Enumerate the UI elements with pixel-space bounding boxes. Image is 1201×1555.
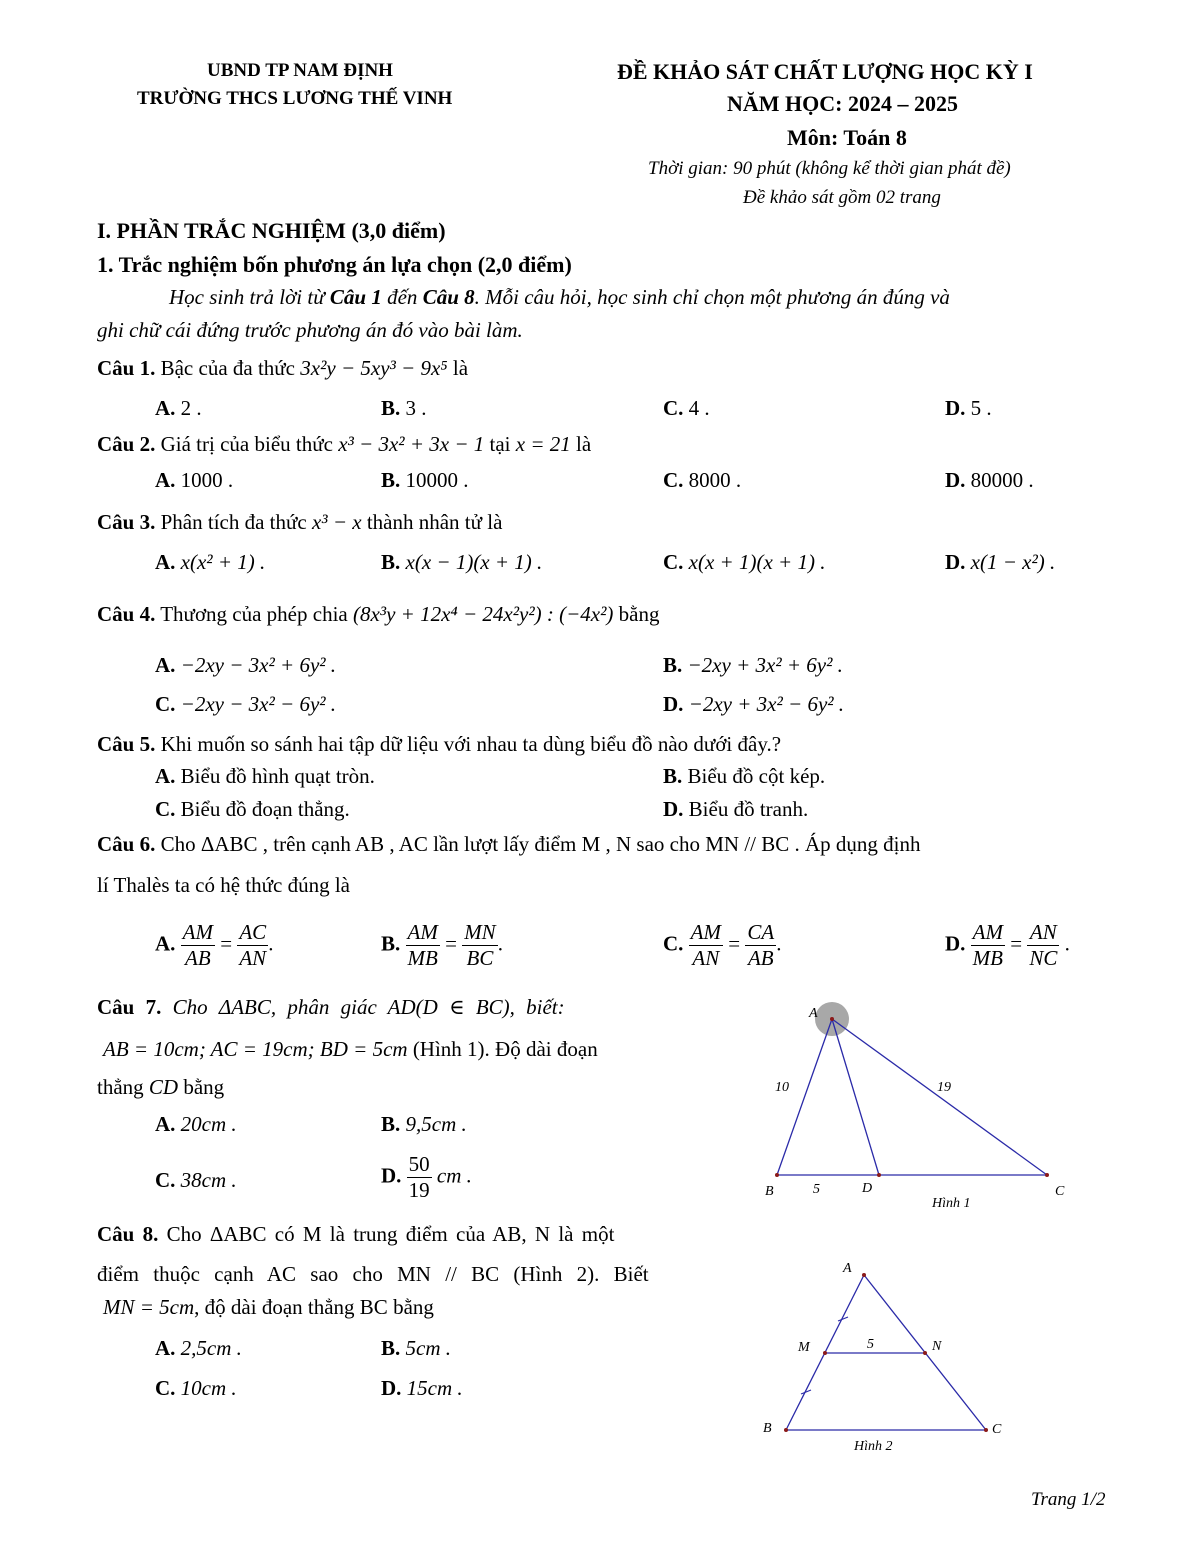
figure-1 (755, 995, 1085, 1215)
question-5: Câu 5. Khi muốn so sánh hai tập dữ liệu với nhau ta dùng biểu đồ nào dưới đây.? (97, 732, 782, 756)
point-c2-dot (984, 1428, 988, 1432)
question-7: Câu 7. Cho ΔABC, phân giác AD(D ∈ BC), biết: (97, 995, 565, 1019)
point-d-dot (877, 1173, 881, 1177)
q5-option-a: A. Biểu đồ hình quạt tròn. (155, 764, 375, 788)
question-7-line2: AB = 10cm; AC = 19cm; BD = 5cm (Hình 1). Độ dài đoạn (103, 1037, 598, 1061)
q5-option-d: D. Biểu đồ tranh. (663, 797, 809, 821)
q1-option-d: D. 5 . (945, 396, 992, 420)
segment-ac (832, 1019, 1047, 1175)
q4-option-b: B. −2xy + 3x² + 6y² . (663, 653, 843, 677)
q7-option-b: B. 9,5cm . (381, 1112, 467, 1136)
question-6: Câu 6. Cho ΔABC , trên cạnh AB , AC lần lượt lấy điểm M , N sao cho MN // BC . Áp dụng định (97, 832, 921, 856)
q7-option-d: D. $\frac{50}{19}$ cm . (381, 1152, 472, 1202)
exam-subject: Môn: Toán 8 (787, 125, 907, 150)
section-subheading: 1. Trắc nghiệm bốn phương án lựa chọn (2,0 điểm) (97, 252, 572, 277)
section-intro-line2: ghi chữ cái đứng trước phương án đó vào bài làm. (97, 318, 523, 342)
point-a-dot (830, 1017, 834, 1021)
question-8: Câu 8. Cho ΔABC có M là trung điểm của AB, N là một (97, 1222, 615, 1246)
label-c2: C (992, 1422, 1002, 1437)
q2-option-a: A. 1000 . (155, 468, 234, 492)
point-b-dot (775, 1173, 779, 1177)
segment-ab (777, 1019, 832, 1175)
question-2: Câu 2. Giá trị của biểu thức x³ − 3x² + 3x − 1 tại x = 21 là (97, 432, 592, 456)
label-c: C (1055, 1184, 1065, 1199)
point-c-dot (1045, 1173, 1049, 1177)
time-note: Thời gian: 90 phút (không kể thời gian phát đề) (648, 158, 1011, 179)
org-line1: UBND TP NAM ĐỊNH (207, 60, 393, 81)
q4-option-a: A. −2xy − 3x² + 6y² . (155, 653, 337, 677)
q1-option-c: C. 4 . (663, 396, 710, 420)
label-a: A (809, 1006, 818, 1021)
q2-option-b: B. 10000 . (381, 468, 469, 492)
label-b2: B (763, 1421, 772, 1436)
q1-option-a: A. 2 . (155, 396, 202, 420)
figure-2 (755, 1258, 1025, 1458)
figure-2-caption: Hình 2 (854, 1439, 893, 1454)
question-8-line3: MN = 5cm, độ dài đoạn thẳng BC bằng (103, 1295, 434, 1319)
label-n: N (932, 1339, 942, 1354)
q6-option-b: B. $\frac{AM}{MB}$ = $\frac{MN}{BC}$ . (381, 920, 503, 970)
figure-1-caption: Hình 1 (932, 1196, 971, 1211)
exam-year: NĂM HỌC: 2024 – 2025 (727, 91, 958, 116)
question-6-line2: lí Thalès ta có hệ thức đúng là (97, 873, 351, 897)
label-ac-length: 19 (937, 1080, 951, 1095)
exam-title: ĐỀ KHẢO SÁT CHẤT LƯỢNG HỌC KỲ I (617, 59, 1033, 84)
q6-option-a: A. $\frac{AM}{AB}$ = $\frac{AC}{AN}$ . (155, 920, 274, 970)
point-n-dot (923, 1351, 927, 1355)
q4-option-d: D. −2xy + 3x² − 6y² . (663, 692, 845, 716)
q3-option-b: B. x(x − 1)(x + 1) . (381, 550, 543, 574)
question-7-line3: thẳng CD bằng (97, 1075, 225, 1099)
section-heading: I. PHẦN TRẮC NGHIỆM (3,0 điểm) (97, 218, 446, 243)
label-m: M (798, 1340, 810, 1355)
section-intro: Học sinh trả lời từ Câu 1 đến Câu 8. Mỗi câu hỏi, học sinh chỉ chọn một phương án đúng và (169, 285, 950, 309)
question-8-line2: điểm thuộc cạnh AC sao cho MN // BC (Hình 2). Biết (97, 1262, 649, 1286)
page-number: Trang 1/2 (1031, 1489, 1106, 1510)
q6-option-d: D. $\frac{AM}{MB}$ = $\frac{AN}{NC}$ . (945, 920, 1070, 970)
org-line2: TRƯỜNG THCS LƯƠNG THẾ VINH (137, 88, 453, 109)
q7-option-a: A. 20cm . (155, 1112, 237, 1136)
point-a2-dot (862, 1273, 866, 1277)
q8-option-b: B. 5cm . (381, 1336, 452, 1360)
label-b: B (765, 1184, 774, 1199)
segment-ad (832, 1019, 879, 1175)
q5-option-b: B. Biểu đồ cột kép. (663, 764, 826, 788)
pages-note: Đề khảo sát gồm 02 trang (743, 187, 941, 208)
question-1: Câu 1. Bậc của đa thức 3x²y − 5xy³ − 9x⁵ là (97, 356, 469, 380)
q3-option-c: C. x(x + 1)(x + 1) . (663, 550, 826, 574)
label-bd-length: 5 (813, 1182, 820, 1197)
q2-option-c: C. 8000 . (663, 468, 742, 492)
point-m-dot (823, 1351, 827, 1355)
point-b2-dot (784, 1428, 788, 1432)
question-4: Câu 4. Thương của phép chia (8x³y + 12x⁴ − 24x²y²) : (−4x²) bằng (97, 602, 660, 626)
q3-option-a: A. x(x² + 1) . (155, 550, 266, 574)
q4-option-c: C. −2xy − 3x² − 6y² . (155, 692, 337, 716)
q7-option-c: C. 38cm . (155, 1168, 237, 1192)
q3-option-d: D. x(1 − x²) . (945, 550, 1056, 574)
label-ab-length: 10 (775, 1080, 789, 1095)
q5-option-c: C. Biểu đồ đoạn thẳng. (155, 797, 350, 821)
q8-option-a: A. 2,5cm . (155, 1336, 242, 1360)
q8-option-c: C. 10cm . (155, 1376, 237, 1400)
label-d: D (862, 1181, 873, 1196)
q1-option-b: B. 3 . (381, 396, 427, 420)
q8-option-d: D. 15cm . (381, 1376, 463, 1400)
label-a2: A (843, 1261, 852, 1276)
q6-option-c: C. $\frac{AM}{AN}$ = $\frac{CA}{AB}$ . (663, 920, 782, 970)
question-3: Câu 3. Phân tích đa thức x³ − x thành nhân tử là (97, 510, 503, 534)
q2-option-d: D. 80000 . (945, 468, 1034, 492)
label-mn-length: 5 (867, 1337, 874, 1352)
